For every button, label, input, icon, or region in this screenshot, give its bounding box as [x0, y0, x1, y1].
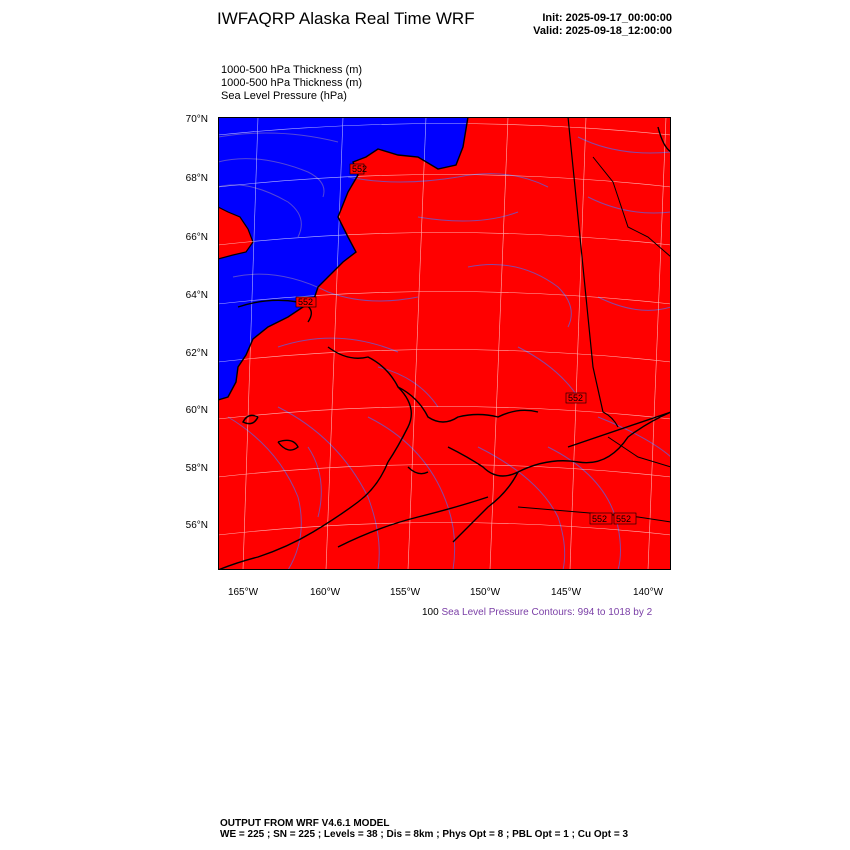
init-valid-times	[533, 12, 672, 38]
lat-label: 66°N	[185, 232, 208, 243]
alaska-map	[218, 117, 671, 570]
lat-label: 64°N	[185, 290, 208, 301]
contour-label	[296, 297, 316, 307]
contour-label	[590, 513, 612, 524]
thickness-interval: 100	[422, 607, 439, 618]
lon-label: 150°W	[469, 587, 501, 598]
svg-text:552: 552	[616, 514, 632, 524]
plot-title: IWFAQRP Alaska Real Time WRF	[217, 9, 475, 28]
model-footer	[220, 818, 628, 840]
valid-time: Valid: 2025-09-18_12:00:00	[533, 25, 672, 37]
lat-label: 70°N	[185, 114, 208, 125]
init-time: Init: 2025-09-17_00:00:00	[542, 12, 672, 24]
field-thickness-2: 1000-500 hPa Thickness (m)	[221, 77, 363, 89]
lon-label: 160°W	[309, 587, 341, 598]
lon-label: 145°W	[550, 587, 582, 598]
contour-label	[566, 393, 586, 403]
contour-label	[350, 164, 367, 174]
lat-label: 62°N	[185, 348, 208, 359]
lon-label: 165°W	[227, 587, 259, 598]
slp-contour-info: Sea Level Pressure Contours: 994 to 1018 by 2	[441, 607, 653, 618]
svg-text:552: 552	[592, 514, 608, 524]
lat-label: 58°N	[185, 463, 208, 474]
field-slp: Sea Level Pressure (hPa)	[221, 90, 347, 102]
footer-line-1: OUTPUT FROM WRF V4.6.1 MODEL	[220, 818, 390, 829]
lon-label: 155°W	[389, 587, 421, 598]
lon-label: 140°W	[632, 587, 664, 598]
lat-label: 56°N	[185, 520, 208, 531]
contour-label	[614, 513, 636, 524]
footer-line-2: WE = 225 ; SN = 225 ; Levels = 38 ; Dis = 8km ; Phys Opt = 8 ; PBL Opt = 1 ; Cu Opt = 3	[220, 829, 629, 840]
field-thickness-1: 1000-500 hPa Thickness (m)	[221, 64, 363, 76]
lat-label: 60°N	[185, 405, 208, 416]
lat-label: 68°N	[185, 173, 208, 184]
contour-info	[422, 607, 652, 618]
svg-text:552: 552	[352, 164, 368, 174]
field-list	[221, 64, 362, 103]
svg-text:552: 552	[298, 297, 314, 307]
svg-text:552: 552	[568, 393, 584, 403]
